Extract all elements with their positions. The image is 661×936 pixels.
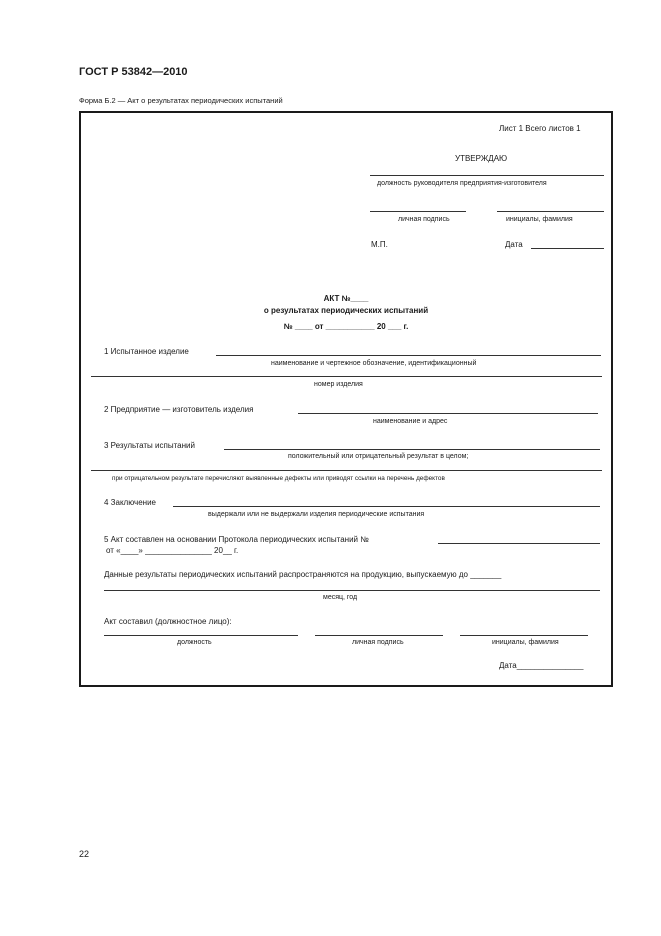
composer-signature-line	[315, 635, 443, 636]
composer-initials-hint: инициалы, фамилия	[492, 639, 559, 646]
form-caption: Форма Б.2 — Акт о результатах периодических испытаний	[79, 96, 283, 105]
item4-line	[173, 506, 600, 507]
approval-initials-line	[497, 211, 604, 212]
item1-line	[216, 355, 601, 356]
item1-hint2: номер изделия	[314, 381, 363, 388]
item3-hint2: при отрицательном результате перечисляют выявленные дефекты или приводят ссылки на перечень дефектов	[112, 475, 445, 482]
composer-date: Дата_______________	[499, 661, 584, 670]
item4-hint: выдержали или не выдержали изделия периодические испытания	[208, 511, 425, 518]
composer-signature-hint: личная подпись	[352, 639, 404, 646]
head-position-line	[370, 175, 604, 176]
item2-hint: наименование и адрес	[373, 418, 448, 425]
approval-signature-hint: личная подпись	[398, 216, 450, 223]
item5-line	[438, 543, 600, 544]
approval-signature-line	[370, 211, 466, 212]
spread-hint: месяц, год	[323, 594, 358, 601]
act-number-line: № ____ от ___________ 20 ___ г.	[283, 322, 409, 331]
act-subtitle: о результатах периодических испытаний	[263, 306, 429, 315]
composer-position-hint: должность	[177, 639, 212, 646]
approval-date-label: Дата	[505, 240, 523, 249]
item1-hint: наименование и чертежное обозначение, идентификационный	[271, 360, 477, 367]
spread-text: Данные результаты периодических испытаний распространяются на продукцию, выпускаемую до _______	[104, 570, 502, 579]
act-title: АКТ №____	[323, 294, 369, 303]
approval-initials-hint: инициалы, фамилия	[506, 216, 573, 223]
item1-line2	[91, 376, 602, 377]
item3-hint: положительный или отрицательный результат в целом;	[288, 453, 469, 460]
item1-label: 1 Испытанное изделие	[104, 347, 189, 356]
composer-initials-line	[460, 635, 588, 636]
item3-line	[224, 449, 600, 450]
item2-line	[298, 413, 598, 414]
spread-line	[104, 590, 600, 591]
composer-label: Акт составил (должностное лицо):	[104, 617, 232, 626]
head-position-hint: должность руководителя предприятия-изготовителя	[377, 180, 547, 187]
document-header: ГОСТ Р 53842—2010	[79, 66, 188, 78]
item3-label: 3 Результаты испытаний	[104, 441, 195, 450]
item3-line2	[91, 470, 602, 471]
page-number: 22	[79, 849, 90, 859]
item5-date: от «____» _______________ 20__ г.	[106, 546, 239, 555]
item5-label: 5 Акт составлен на основании Протокола периодических испытаний №	[104, 535, 369, 544]
composer-position-line	[104, 635, 298, 636]
stamp-label: М.П.	[371, 240, 388, 249]
item4-label: 4 Заключение	[104, 498, 156, 507]
sheet-count: Лист 1 Всего листов 1	[499, 124, 581, 133]
approval-date-line	[531, 248, 604, 249]
item2-label: 2 Предприятие — изготовитель изделия	[104, 405, 254, 414]
approve-label: УТВЕРЖДАЮ	[455, 154, 508, 163]
